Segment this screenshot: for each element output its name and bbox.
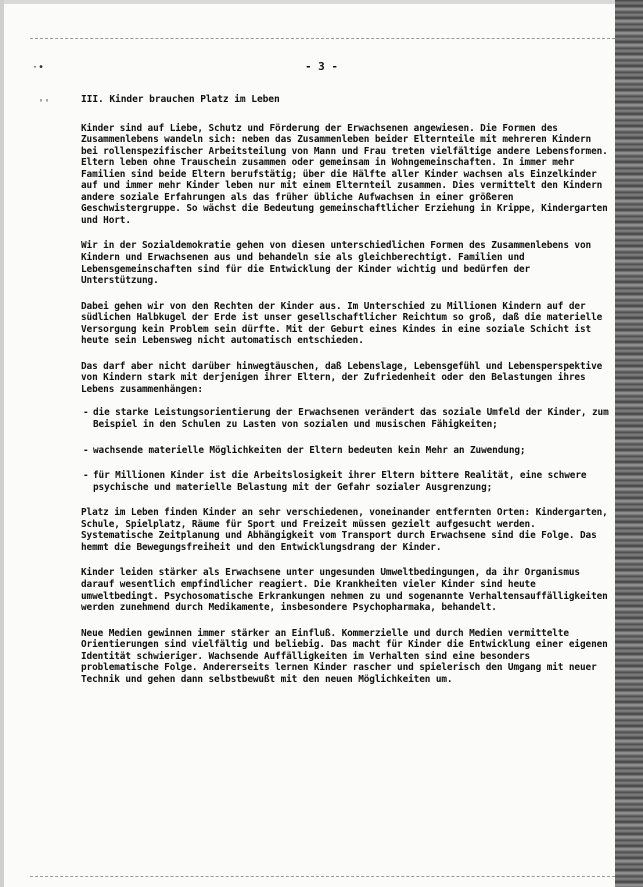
scan-edge-right [615,0,643,887]
document-body [81,94,611,699]
list-item: - wachsende materielle Möglichkeiten der Eltern bedeuten kein Mehr an Zuwendung; [81,445,611,457]
paragraph: Kinder sind auf Liebe, Schutz und Förderung der Erwachsenen angewiesen. Die Formen des Zusammenlebens wandeln sich: neben das Zusammenleben beider Elternteile mit mehreren Kindern bei rollenspezifischer Arbeitsteilung von Mann und Frau treten vielfältige andere Lebensformen. Eltern leben ohne Trauschein zusammen oder gemeinsam in Wohngemeinschaften. In immer mehr Familien sind beide Eltern berufstätig; über die Hälfte aller Kinder wachsen als Einzelkinder auf und immer mehr Kinder leben nur mit einem Elternteil zusammen. Dies vermittelt den Kindern andere soziale Erfahrungen als das früher übliche Aufwachsen in einer größeren Geschwistergruppe. So wächst die Bedeutung gemeinschaftlicher Erziehung in Krippe, Kindergarten und Hort. [81,122,608,226]
scan-speck: '' [38,98,51,109]
top-border-line [30,38,615,39]
list-item: - für Millionen Kinder ist die Arbeitslosigkeit ihrer Eltern bittere Realität, eine schwere psychische und materielle Belastung mit der Gefahr sozialer Ausgrenzung; [81,470,611,493]
bullet-list [81,407,611,493]
paragraph: Das darf aber nicht darüber hinwegtäuschen, daß Lebenslage, Lebensgefühl und Lebensperspektive von Kindern stark mit derjenigen ihrer Eltern, der Zufriedenheit oder den Belastungen ihres Lebens zusammenhängen: [81,360,603,395]
page-number: - 3 - [304,60,339,73]
list-item: - die starke Leistungsorientierung der Erwachsenen verändert das soziale Umfeld der Kinder, zum Beispiel in den Schulen zu Lasten von sozialen und musischen Fähigkeiten; [81,407,611,430]
paragraph: Wir in der Sozialdemokratie gehen von diesen unterschiedlichen Formen des Zusammenlebens von Kindern und Erwachsenen aus und behandeln sie als gleichberechtigt. Familien und Lebensgemeinschaften sind für die Entwicklung der Kinder wichtig und bedürfen der Unterstützung. [81,240,592,287]
scan-speck: ·• [32,62,45,73]
paragraph: Kinder leiden stärker als Erwachsene unter ungesunden Umweltbedingungen, da ihr Organismus darauf wesentlich empfindlicher reagiert. Die Krankheiten vieler Kinder sind heute umweltbedingt. Psychosomatische Erkrankungen nehmen zu und sogenannte Verhaltensauffälligkeiten werden zunehmend durch Medikamente, insbesondere Psychopharmaka, behandelt. [81,567,608,614]
paragraph: Dabei gehen wir von den Rechten der Kinder aus. Im Unterschied zu Millionen Kindern auf der südlichen Halbkugel der Erde ist unser gesellschaftlicher Reichtum so groß, daß die materielle Versorgung kein Problem sein dürfte. Mit der Geburt eines Kindes in eine soziale Schicht ist heute sein Lebensweg nicht automatisch entschieden. [81,300,603,347]
paragraph: Neue Medien gewinnen immer stärker an Einfluß. Kommerzielle und durch Medien vermittelte Orientierungen sind vielfältig und beliebig. Das macht für Kinder die Entwicklung einer eigenen Identität schwieriger. Wachsende Auffälligkeiten im Verhalten sind eine besonders problematische Folge. Andererseits lernen Kinder rascher und spielerisch den Umgang mit neuer Technik und gehen dann selbstbewußt mit den neuen Möglichkeiten um. [81,627,608,685]
section-heading: III. Kinder brauchen Platz im Leben [81,94,280,105]
scan-edge-top [0,0,643,4]
bottom-border-line [30,876,615,877]
paragraph: Platz im Leben finden Kinder an sehr verschiedenen, voneinander entfernten Orten: Kindergarten, Schule, Spielplatz, Räume für Sport und Freizeit müssen gezielt aufgesucht werden. Systematische Zeitplanung und Abhängigkeit vom Transport durch Erwachsene sind die Folge. Das hemmt die Bewegungsfreiheit und den Entwicklungsdrang der Kinder. [81,507,608,553]
scan-edge-left [0,0,4,887]
